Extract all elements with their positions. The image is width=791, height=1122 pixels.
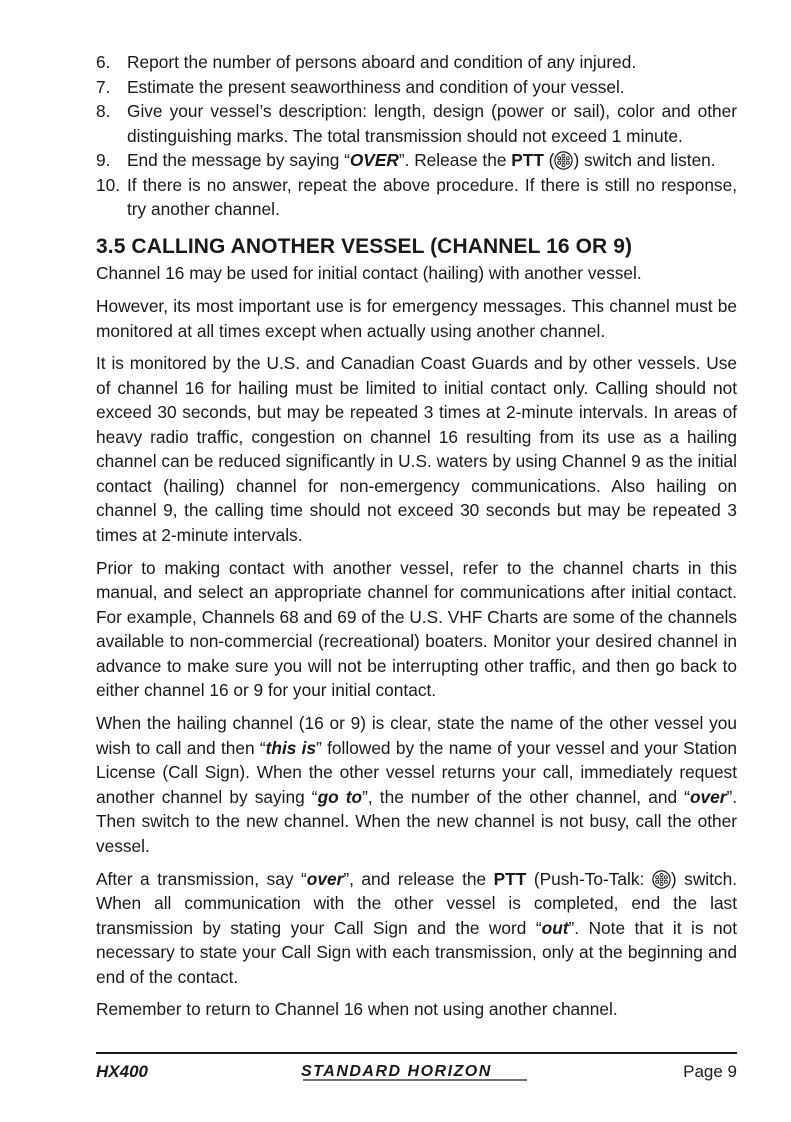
svg-text:STANDARD HORIZON: STANDARD HORIZON xyxy=(301,1063,492,1080)
page-content xyxy=(96,50,737,1030)
list-item: 6. Report the number of persons aboard and condition of any injured. xyxy=(96,52,637,72)
list-item: 10. If there is no answer, repeat the above procedure. If there is still no response, try another channel. xyxy=(96,174,737,219)
list-item: 7. Estimate the present seaworthiness and condition of your vessel. xyxy=(96,76,625,97)
ptt-switch-icon xyxy=(652,870,671,889)
paragraph: Prior to making contact with another vessel, refer to the channel charts in this manual, and select an appropriate channel for communications after initial contact. For example, Channels 68 and 69 of the U.S. VHF Charts are some of the channels available to non-commercial (recreational) boaters. Monitor your desired channel in advance to make sure you will not be interrupting other traffic, and then go back to either channel 16 or 9 for your initial contact. xyxy=(96,557,737,701)
paragraph: Remember to return to Channel 16 when not using another channel. xyxy=(96,999,618,1020)
section-heading: 3.5 CALLING ANOTHER VESSEL (CHANNEL 16 OR 9) xyxy=(96,234,633,258)
list-item: 8. Give your vessel’s description: length, design (power or sail), color and other distinguishing marks. The total transmission should not exceed 1 minute. xyxy=(96,101,737,146)
ptt-switch-icon xyxy=(554,151,573,170)
paragraph: Channel 16 may be used for initial contact (hailing) with another vessel. xyxy=(96,262,642,283)
page-footer xyxy=(96,1052,737,1084)
paragraph: After a transmission, say “over”, and release the PTT (Push-To-Talk: ) switch. When all communication with the other vessel is completed, end the last transmission by stating your Call Sign and the word “out”. Note that it is not necessary to state your Call Sign with each transmission, only at the beginning and end of the contact. xyxy=(96,868,737,987)
list-item: 9. End the message by saying “OVER”. Release the PTT ( ) switch and listen. xyxy=(96,150,716,170)
brand-logo xyxy=(301,1061,533,1088)
page-number: Page 9 xyxy=(683,1062,737,1081)
paragraph: It is monitored by the U.S. and Canadian Coast Guards and by other vessels. Use of channel 16 for hailing must be limited to initial contact only. Calling should not exceed 30 seconds, but may be repeated 3 times at 2-minute intervals. In areas of heavy radio traffic, congestion on channel 16 resulting from its use as a hailing channel can be reduced significantly in U.S. waters by using Channel 9 as the initial contact (hailing) channel for non-emergency communications. Also hailing on channel 9, the calling time should not exceed 30 seconds but may be repeated 3 times at 2-minute intervals. xyxy=(96,353,737,545)
paragraph: When the hailing channel (16 or 9) is clear, state the name of the other vessel you wish to call and then “this is” followed by the name of your vessel and your Station License (Call Sign). When the other vessel returns your call, immediately request another channel by saying “go to”, the number of the other channel, and “over”. Then switch to the new channel. When the new channel is not busy, call the other vessel. xyxy=(96,713,738,856)
paragraph: However, its most important use is for emergency messages. This channel must be monitored at all times except when actually using another channel. xyxy=(96,296,737,341)
model-name: HX400 xyxy=(96,1062,148,1081)
procedure-steps xyxy=(96,50,737,222)
